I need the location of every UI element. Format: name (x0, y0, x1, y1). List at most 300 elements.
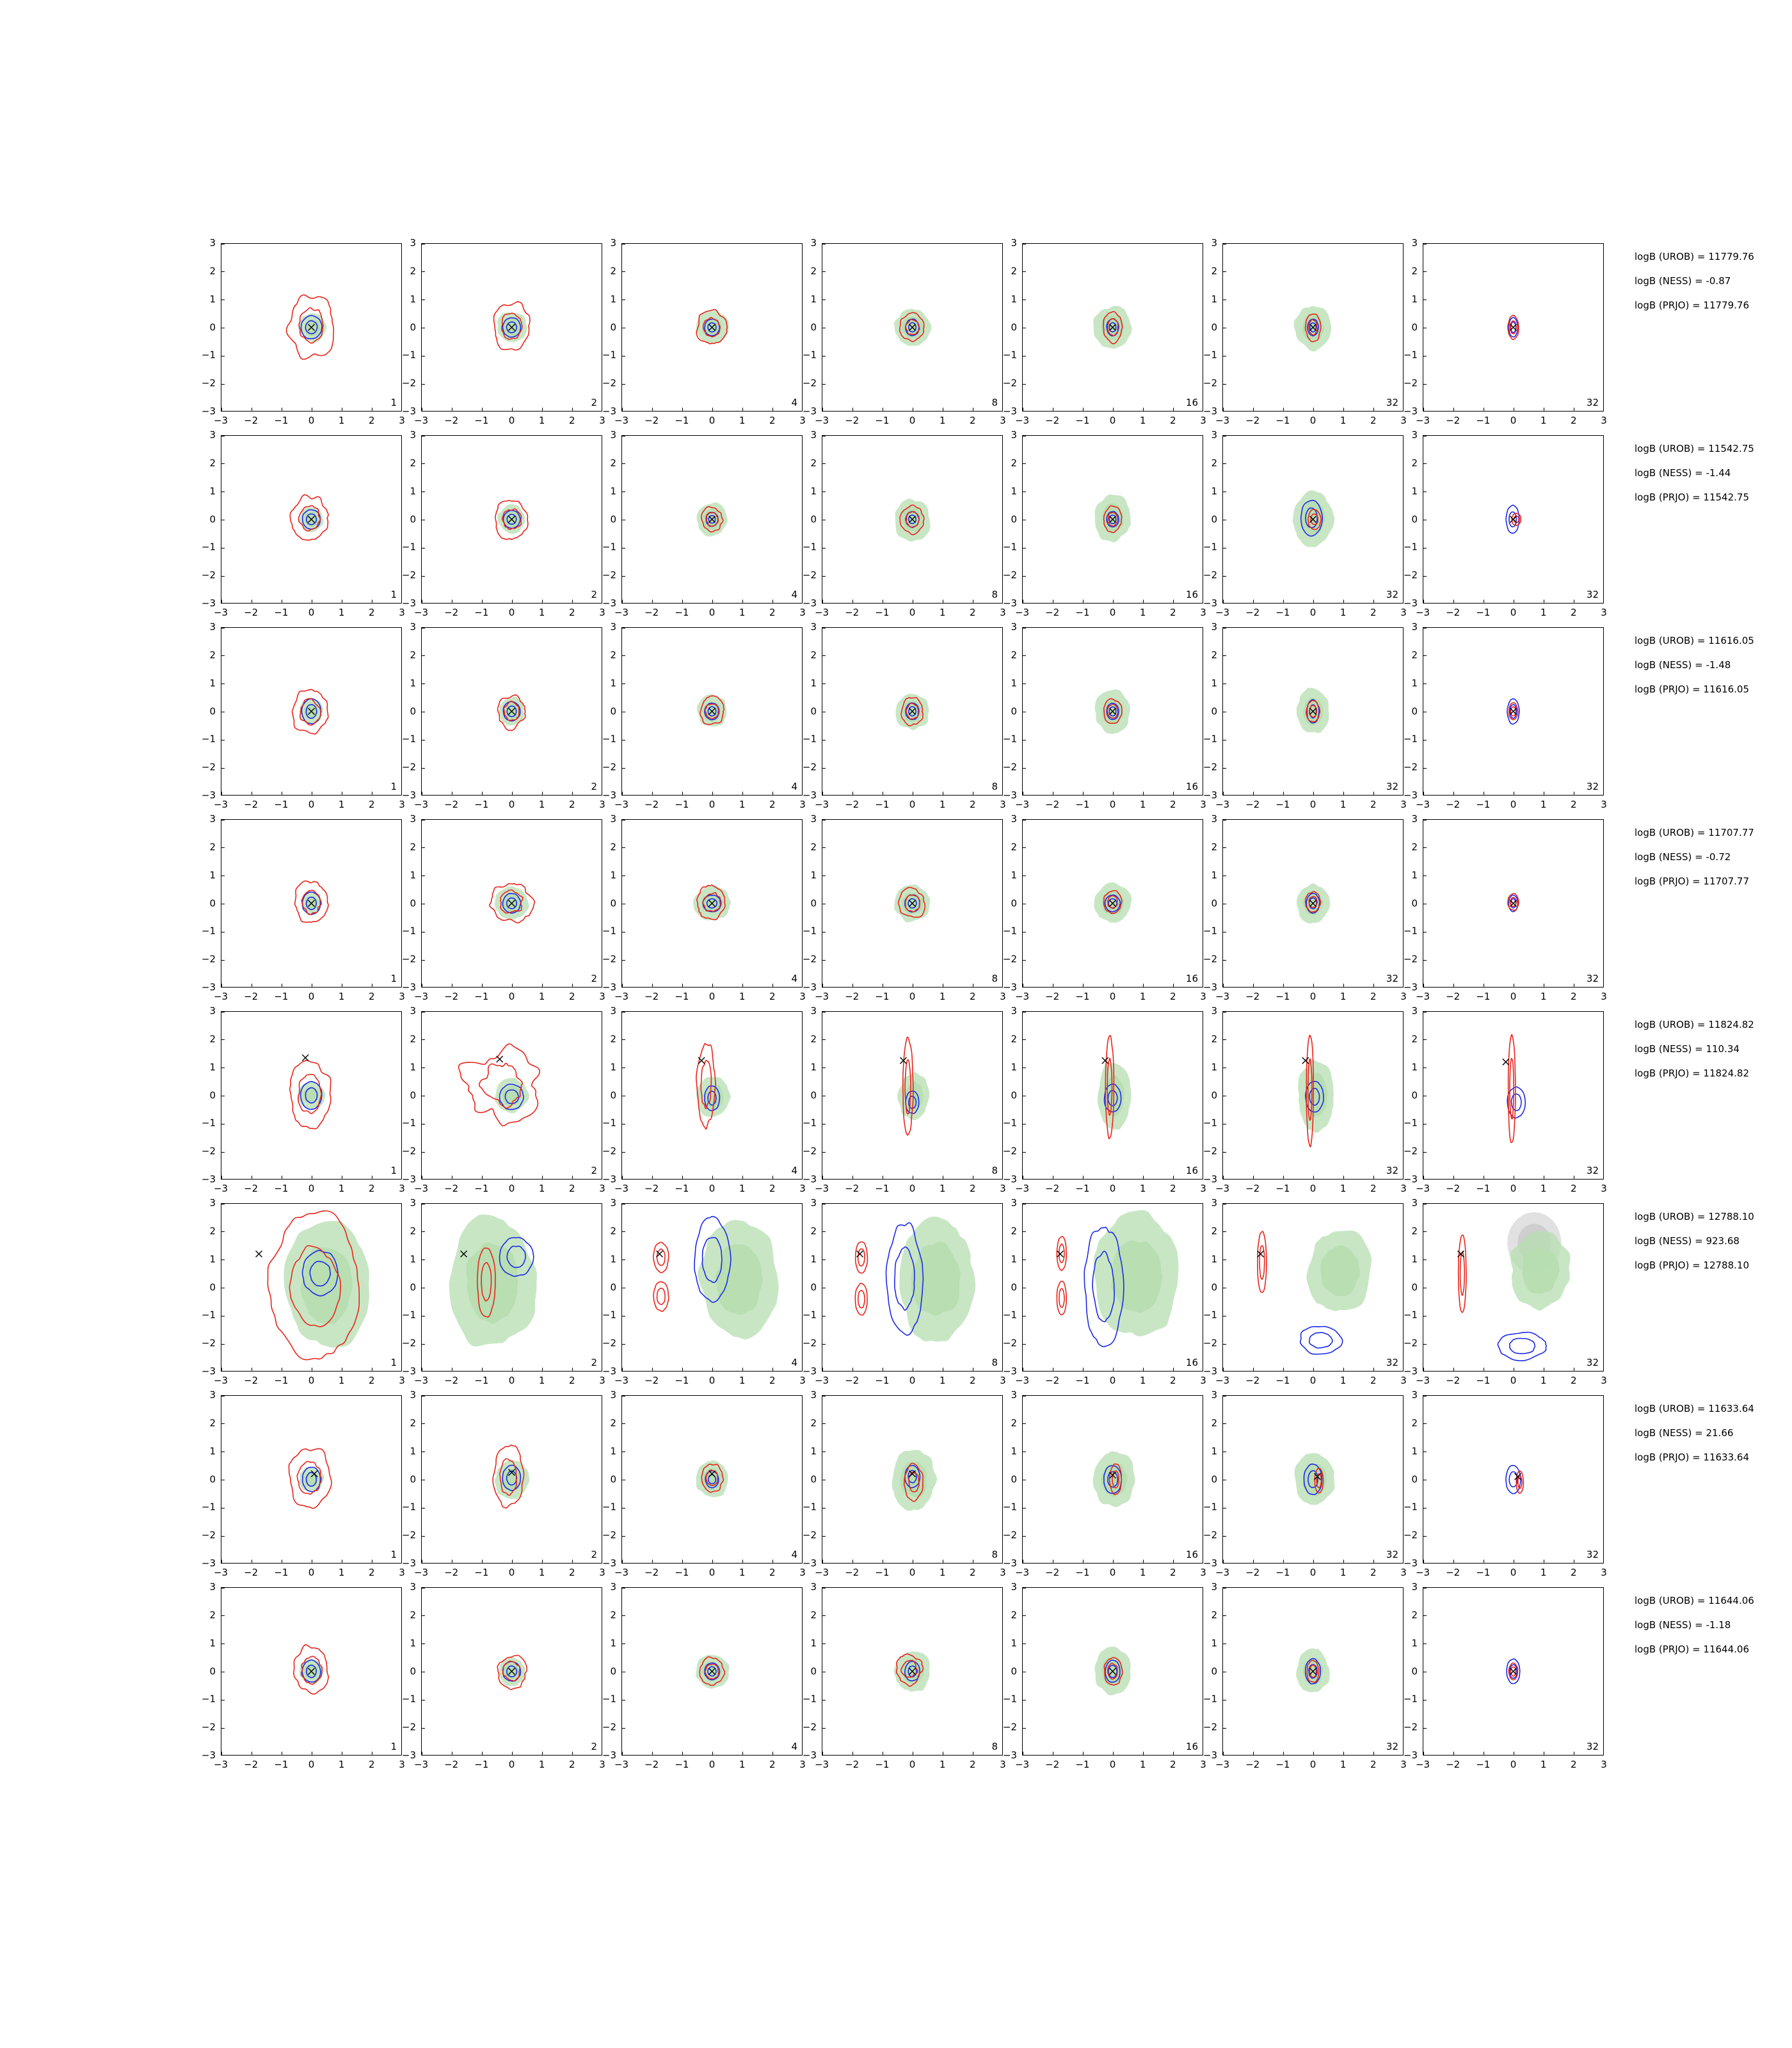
x-tick-mark (542, 408, 543, 411)
panel-plot (1023, 1588, 1203, 1755)
x-tick-label: 3 (1601, 1375, 1607, 1386)
y-tick-mark (1423, 576, 1427, 577)
y-tick-mark (1223, 271, 1226, 272)
x-tick-label: 0 (308, 607, 315, 618)
y-tick-label: 2 (410, 841, 416, 853)
x-tick-label: −1 (274, 415, 289, 426)
x-tick-mark (852, 600, 853, 603)
x-tick-label: 0 (1309, 415, 1316, 426)
y-tick-mark (1223, 1536, 1226, 1537)
red-contour-line (653, 1282, 669, 1311)
y-tick-label: 1 (810, 677, 817, 689)
x-tick-mark (482, 408, 483, 411)
contour-panel (1002, 1197, 1206, 1386)
x-tick-label: 3 (599, 1567, 605, 1578)
y-tick-label: −1 (802, 349, 817, 361)
x-tick-label: 3 (1601, 607, 1607, 618)
x-tick-label: −1 (875, 1375, 890, 1386)
y-tick-label: 2 (1011, 1033, 1017, 1045)
x-tick-mark (772, 1560, 773, 1563)
x-tick-mark (572, 1560, 573, 1563)
x-tick-label: −3 (1215, 1183, 1230, 1194)
y-tick-label: 3 (209, 1005, 216, 1017)
panel-index-label: 16 (1185, 973, 1198, 984)
y-tick-label: 2 (610, 841, 616, 853)
x-tick-label: 2 (1170, 991, 1176, 1002)
y-tick-label: 3 (810, 429, 817, 441)
y-tick-mark (622, 384, 625, 385)
y-tick-label: 1 (209, 1253, 216, 1265)
x-tick-label: −2 (1045, 991, 1060, 1002)
y-tick-label: 2 (610, 457, 616, 469)
y-tick-label: 3 (1011, 1005, 1017, 1017)
x-tick-label: 2 (369, 415, 375, 426)
y-tick-label: 1 (1011, 1253, 1017, 1265)
x-tick-label: 3 (599, 799, 605, 810)
y-tick-mark (221, 576, 225, 577)
x-tick-mark (1113, 408, 1114, 411)
contour-panel (401, 429, 605, 618)
y-tick-label: 0 (209, 1473, 216, 1485)
y-tick-label: −3 (201, 981, 216, 993)
x-tick-mark (1113, 1560, 1114, 1563)
panel-index-label: 32 (1386, 1357, 1398, 1368)
contour-panel (201, 1005, 405, 1194)
y-tick-label: −3 (602, 1173, 616, 1185)
x-tick-mark (482, 1560, 483, 1563)
x-tick-label: −2 (644, 1567, 659, 1578)
y-tick-label: 0 (410, 897, 416, 909)
contour-panel (802, 621, 1006, 810)
x-tick-mark (1223, 1176, 1224, 1179)
panel-index-label: 4 (791, 973, 797, 984)
panel-index-label: 2 (591, 1165, 597, 1176)
x-tick-mark (1143, 1560, 1144, 1563)
x-tick-label: 0 (1109, 1567, 1116, 1578)
x-tick-label: −2 (845, 1375, 860, 1386)
y-tick-label: −2 (1002, 377, 1017, 389)
y-tick-mark (221, 1039, 225, 1040)
y-tick-label: 1 (1211, 1061, 1217, 1073)
x-tick-mark (1113, 1368, 1114, 1371)
x-tick-label: 1 (338, 607, 345, 618)
panel-index-label: 2 (591, 1741, 597, 1752)
y-tick-mark (1023, 1039, 1026, 1040)
contour-panel (1203, 1197, 1407, 1386)
y-tick-mark (1023, 1536, 1026, 1537)
x-tick-mark (742, 792, 743, 795)
x-tick-mark (1313, 1752, 1314, 1755)
y-tick-label: 1 (610, 677, 616, 689)
panel-axes-frame (1222, 627, 1404, 796)
contour-panel (401, 1005, 605, 1194)
y-tick-label: −3 (602, 789, 616, 801)
x-tick-mark (1223, 984, 1224, 987)
y-tick-mark (221, 1152, 225, 1153)
x-tick-label: 3 (1200, 1759, 1206, 1770)
x-tick-mark (822, 1560, 823, 1563)
x-tick-label: 1 (1540, 1375, 1547, 1386)
x-tick-label: 2 (1571, 415, 1577, 426)
y-tick-label: 1 (610, 293, 616, 305)
panel-index-label: 16 (1185, 781, 1198, 792)
panel-axes-frame (421, 243, 602, 412)
x-tick-label: −2 (1045, 1375, 1060, 1386)
x-tick-mark (1173, 1368, 1174, 1371)
x-tick-label: 2 (369, 1567, 375, 1578)
x-tick-mark (221, 408, 222, 411)
y-tick-label: 3 (1011, 1389, 1017, 1401)
row-logb-annotation: logB (NESS) = -1.48 (1635, 659, 1731, 671)
y-tick-label: −1 (401, 349, 416, 361)
panel-index-label: 2 (591, 1357, 597, 1368)
x-tick-mark (712, 600, 713, 603)
y-tick-label: 2 (1011, 1609, 1017, 1621)
x-tick-label: 0 (508, 1183, 515, 1194)
contour-panel (201, 621, 405, 810)
x-tick-label: 0 (308, 1183, 315, 1194)
x-tick-label: 1 (1540, 1759, 1547, 1770)
x-tick-label: 2 (1170, 607, 1176, 618)
panel-index-label: 1 (390, 1549, 397, 1560)
y-tick-mark (822, 1536, 826, 1537)
x-tick-label: −1 (1075, 1567, 1090, 1578)
y-tick-label: −1 (201, 541, 216, 553)
row-logb-annotation: logB (UROB) = 11824.82 (1635, 1019, 1754, 1030)
x-tick-mark (1143, 600, 1144, 603)
x-tick-mark (1083, 1176, 1084, 1179)
x-tick-label: −1 (675, 607, 689, 618)
x-tick-mark (712, 1176, 713, 1179)
x-tick-label: −3 (413, 607, 429, 618)
x-tick-mark (1343, 1368, 1344, 1371)
y-tick-label: 2 (1011, 841, 1017, 853)
panel-index-label: 8 (991, 1549, 998, 1560)
y-tick-label: −1 (1203, 1309, 1217, 1321)
panel-axes-frame (421, 1203, 602, 1372)
x-tick-mark (542, 1752, 543, 1755)
y-tick-mark (822, 1344, 826, 1345)
panel-index-label: 1 (390, 1741, 397, 1752)
panel-axes-frame (221, 819, 402, 988)
panel-axes-frame (1222, 1203, 1404, 1372)
x-tick-mark (682, 984, 683, 987)
y-tick-label: 3 (610, 1581, 616, 1593)
y-tick-mark (1423, 655, 1427, 656)
y-tick-label: 3 (1211, 1197, 1217, 1209)
x-tick-label: 1 (538, 1183, 545, 1194)
x-tick-label: −3 (1014, 607, 1030, 618)
y-tick-mark (1423, 847, 1427, 848)
panel-plot (1223, 628, 1403, 795)
x-tick-label: 3 (399, 415, 405, 426)
x-tick-label: 3 (799, 1183, 806, 1194)
x-tick-label: −3 (1014, 1759, 1030, 1770)
row-logb-annotation: logB (NESS) = 110.34 (1635, 1043, 1740, 1055)
x-tick-mark (1113, 792, 1114, 795)
y-tick-mark (221, 1728, 225, 1729)
green-density-region (716, 1244, 763, 1315)
y-tick-label: −3 (1403, 1749, 1418, 1761)
x-tick-label: 0 (1109, 415, 1116, 426)
y-tick-label: −1 (201, 1501, 216, 1513)
x-tick-label: 2 (970, 1567, 976, 1578)
x-tick-mark (1283, 984, 1284, 987)
x-tick-label: 3 (1400, 1567, 1407, 1578)
x-tick-label: 3 (799, 1375, 806, 1386)
x-tick-mark (772, 984, 773, 987)
y-tick-label: −3 (1403, 1557, 1418, 1569)
x-tick-label: −3 (1014, 1567, 1030, 1578)
x-tick-mark (1313, 600, 1314, 603)
x-tick-mark (772, 1368, 773, 1371)
x-tick-label: 3 (799, 991, 806, 1002)
panel-axes-frame (822, 435, 1003, 604)
y-tick-label: −1 (201, 925, 216, 937)
y-tick-label: 0 (209, 1665, 216, 1677)
contour-panel (1203, 1005, 1407, 1194)
y-tick-label: 1 (1011, 293, 1017, 305)
panel-plot (1223, 1396, 1403, 1563)
panel-plot (1423, 820, 1603, 987)
x-tick-label: −2 (244, 799, 259, 810)
panel-plot (622, 820, 802, 987)
x-tick-label: −1 (1075, 1183, 1090, 1194)
x-tick-mark (1173, 600, 1174, 603)
x-tick-mark (1083, 600, 1084, 603)
contour-panel (1203, 1389, 1407, 1578)
y-tick-label: −3 (401, 1365, 416, 1377)
y-tick-label: 2 (810, 1225, 817, 1237)
y-tick-label: −2 (401, 1337, 416, 1349)
y-tick-label: 0 (810, 1089, 817, 1101)
x-tick-mark (1423, 600, 1424, 603)
x-tick-mark (822, 1176, 823, 1179)
contour-panel (1203, 813, 1407, 1002)
x-tick-label: 3 (1601, 1759, 1607, 1770)
panel-index-label: 4 (791, 589, 797, 600)
x-tick-label: 3 (599, 415, 605, 426)
y-tick-label: −3 (401, 597, 416, 609)
x-tick-mark (652, 792, 653, 795)
y-tick-mark (221, 463, 225, 464)
panel-axes-frame (1222, 1587, 1404, 1756)
y-tick-label: 1 (410, 1445, 416, 1457)
truth-marker-x (1510, 516, 1517, 523)
x-tick-label: 0 (508, 799, 515, 810)
panel-index-label: 2 (591, 589, 597, 600)
x-tick-mark (1343, 408, 1344, 411)
panel-axes-frame (221, 1395, 402, 1564)
x-tick-mark (1453, 1176, 1454, 1179)
x-tick-mark (572, 1368, 573, 1371)
y-tick-label: 0 (1011, 705, 1017, 717)
contour-panel (1403, 429, 1607, 618)
x-tick-label: 0 (708, 1183, 716, 1194)
y-tick-label: 2 (410, 1609, 416, 1621)
y-tick-label: 3 (410, 237, 416, 249)
panel-axes-frame (621, 1203, 803, 1372)
blue-contour-line (1510, 1338, 1535, 1354)
y-tick-label: −2 (802, 1337, 817, 1349)
y-tick-label: 1 (810, 1253, 817, 1265)
panel-axes-frame (621, 819, 803, 988)
y-tick-mark (622, 847, 625, 848)
y-tick-label: 2 (1411, 1225, 1418, 1237)
x-tick-label: −3 (1215, 1375, 1230, 1386)
y-tick-mark (1223, 1152, 1226, 1153)
y-tick-mark (622, 1423, 625, 1424)
contour-panel (1002, 1005, 1206, 1194)
y-tick-label: 2 (1411, 1609, 1418, 1621)
x-tick-label: 0 (1309, 1759, 1316, 1770)
x-tick-label: 1 (1340, 1567, 1347, 1578)
truth-marker-x (1302, 1057, 1309, 1064)
y-tick-label: −3 (1203, 1173, 1217, 1185)
y-tick-label: 0 (410, 1281, 416, 1293)
x-tick-mark (1283, 1560, 1284, 1563)
x-tick-mark (221, 792, 222, 795)
y-tick-label: 1 (810, 869, 817, 881)
y-tick-label: −1 (401, 1117, 416, 1129)
panel-plot (422, 1012, 602, 1179)
y-tick-label: −3 (401, 1749, 416, 1761)
y-tick-label: −3 (802, 597, 817, 609)
y-tick-mark (1423, 1615, 1427, 1616)
y-tick-mark (1023, 1152, 1026, 1153)
x-tick-mark (482, 1176, 483, 1179)
panel-plot (622, 1588, 802, 1755)
x-tick-mark (712, 1368, 713, 1371)
contour-panel (1403, 621, 1607, 810)
panel-index-label: 16 (1185, 1357, 1198, 1368)
y-tick-mark (1223, 1231, 1226, 1232)
y-tick-label: −3 (1403, 1173, 1418, 1185)
y-tick-mark (422, 1615, 425, 1616)
y-tick-label: 0 (810, 513, 817, 525)
x-tick-label: −1 (274, 1759, 289, 1770)
y-tick-label: 1 (1211, 1637, 1217, 1649)
x-tick-label: 1 (1340, 991, 1347, 1002)
y-tick-label: 2 (1011, 649, 1017, 661)
row-logb-annotation: logB (PRJO) = 11707.77 (1635, 876, 1750, 887)
x-tick-mark (682, 408, 683, 411)
y-tick-label: −2 (201, 1529, 216, 1541)
y-tick-label: 0 (209, 897, 216, 909)
y-tick-label: −2 (602, 1529, 616, 1541)
x-tick-label: 0 (308, 1375, 315, 1386)
contour-panel (602, 1581, 806, 1770)
x-tick-mark (1343, 1560, 1344, 1563)
panel-axes-frame (1222, 435, 1404, 604)
y-tick-label: 2 (610, 1609, 616, 1621)
x-tick-label: 2 (970, 991, 976, 1002)
x-tick-label: 1 (538, 415, 545, 426)
y-tick-label: 1 (209, 1637, 216, 1649)
x-tick-mark (652, 600, 653, 603)
y-tick-label: 3 (610, 1389, 616, 1401)
x-tick-label: −1 (274, 1375, 289, 1386)
x-tick-label: −2 (644, 1759, 659, 1770)
panel-plot (1423, 1396, 1603, 1563)
y-tick-label: −3 (802, 981, 817, 993)
panel-plot (1223, 436, 1403, 603)
y-tick-mark (1423, 1344, 1427, 1345)
x-tick-mark (1423, 408, 1424, 411)
x-tick-mark (1173, 408, 1174, 411)
x-tick-label: 3 (1200, 1567, 1206, 1578)
x-tick-label: −3 (1415, 799, 1430, 810)
x-tick-mark (1313, 1176, 1314, 1179)
y-tick-mark (622, 1231, 625, 1232)
x-tick-label: 1 (538, 799, 545, 810)
y-tick-label: 2 (1011, 1225, 1017, 1237)
x-tick-label: 1 (939, 415, 946, 426)
x-tick-label: 2 (1170, 1183, 1176, 1194)
panel-index-label: 16 (1185, 397, 1198, 408)
x-tick-label: −1 (1276, 991, 1290, 1002)
x-tick-mark (1423, 1176, 1424, 1179)
panel-axes-frame (221, 243, 402, 412)
y-tick-mark (221, 1615, 225, 1616)
x-tick-label: 3 (799, 415, 806, 426)
x-tick-label: 1 (939, 991, 946, 1002)
x-tick-label: −2 (845, 1759, 860, 1770)
x-tick-label: 3 (1400, 1375, 1407, 1386)
panel-plot (1223, 820, 1403, 987)
x-tick-mark (712, 792, 713, 795)
y-tick-label: 2 (1411, 1417, 1418, 1429)
panel-axes-frame (221, 1011, 402, 1180)
y-tick-label: −1 (201, 733, 216, 745)
y-tick-label: 1 (610, 1445, 616, 1457)
panel-index-label: 16 (1185, 1741, 1198, 1752)
x-tick-label: 1 (739, 1183, 746, 1194)
panel-index-label: 8 (991, 589, 998, 600)
x-tick-label: 0 (508, 1759, 515, 1770)
y-tick-label: 3 (1211, 621, 1217, 633)
y-tick-label: 3 (1011, 237, 1017, 249)
y-tick-label: 0 (410, 1665, 416, 1677)
y-tick-label: 3 (1411, 1581, 1418, 1593)
y-tick-label: 0 (1011, 1665, 1017, 1677)
y-tick-mark (221, 768, 225, 769)
x-tick-label: 3 (1400, 991, 1407, 1002)
y-tick-label: −2 (1203, 1529, 1217, 1541)
x-tick-mark (1343, 600, 1344, 603)
x-tick-label: 0 (909, 799, 916, 810)
x-tick-label: −2 (644, 991, 659, 1002)
y-tick-label: −3 (201, 597, 216, 609)
y-tick-mark (822, 1728, 826, 1729)
y-tick-mark (1023, 1344, 1026, 1345)
y-tick-label: −2 (802, 953, 817, 965)
x-tick-label: −2 (644, 415, 659, 426)
y-tick-label: −1 (401, 541, 416, 553)
y-tick-label: 0 (209, 513, 216, 525)
panel-index-label: 32 (1386, 781, 1398, 792)
panel-index-label: 8 (991, 781, 998, 792)
panel-plot (1023, 1204, 1203, 1371)
y-tick-label: −2 (1203, 953, 1217, 965)
panel-plot (1023, 244, 1203, 411)
x-tick-label: 2 (1370, 1759, 1377, 1770)
truth-marker-x (1102, 1057, 1108, 1064)
y-tick-label: 3 (1411, 1197, 1418, 1209)
y-tick-label: 3 (1411, 237, 1418, 249)
x-tick-label: 3 (1000, 1759, 1006, 1770)
x-tick-mark (512, 408, 513, 411)
